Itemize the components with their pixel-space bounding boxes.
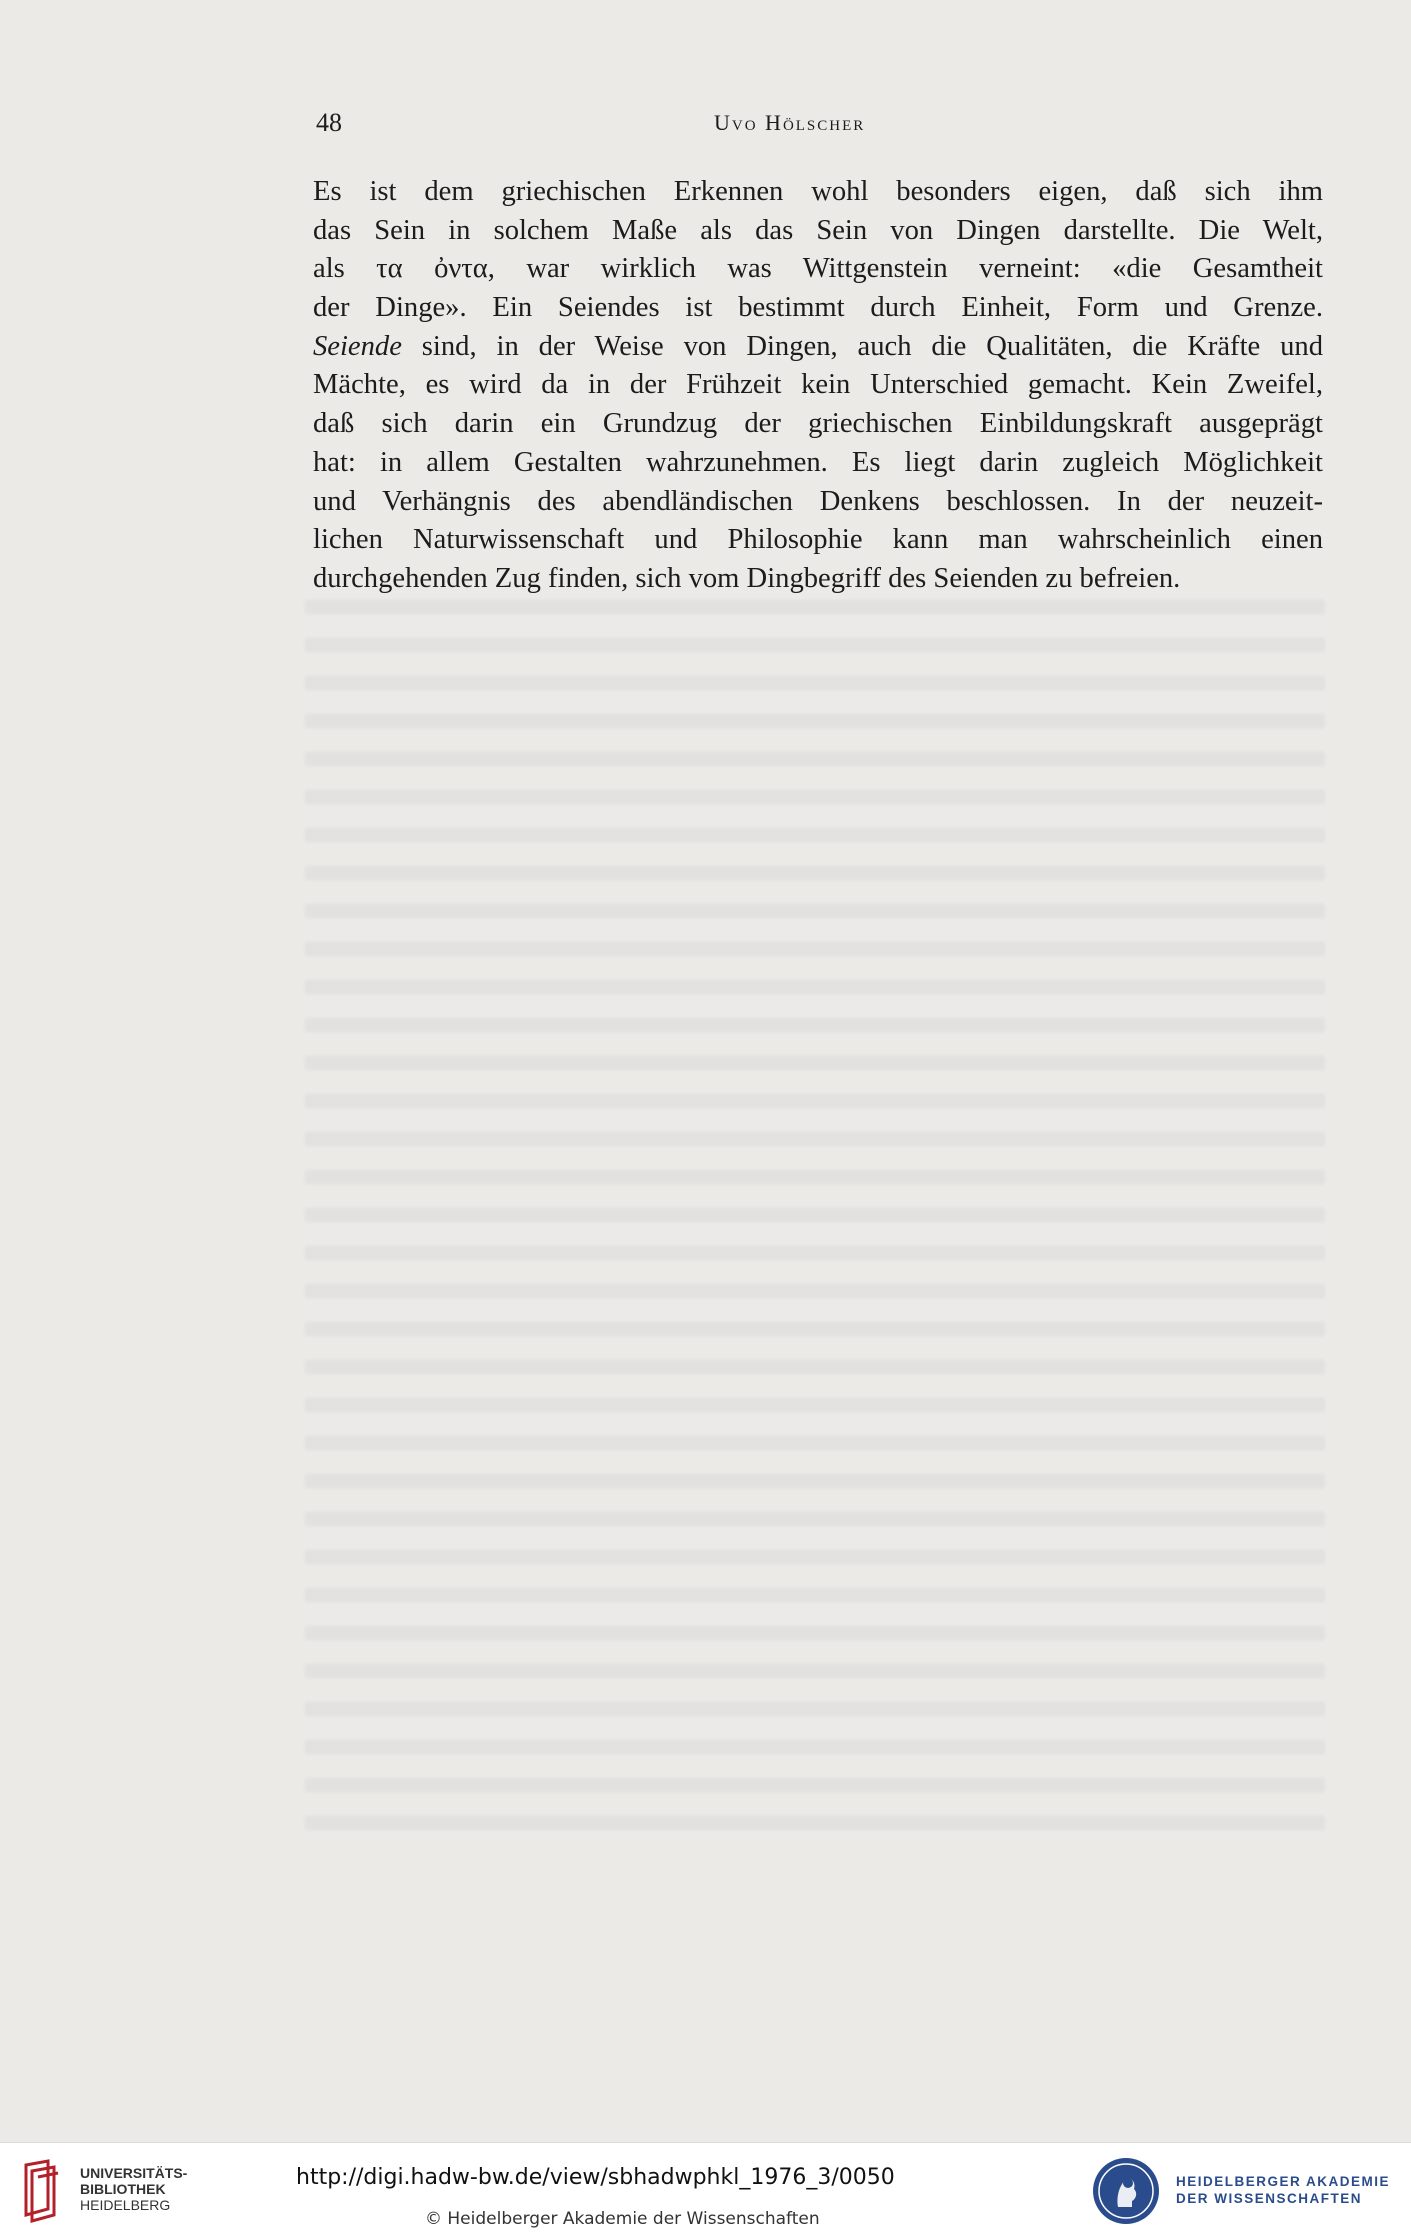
library-name-line: BIBLIOTHEK xyxy=(80,2181,166,2197)
page-header xyxy=(316,108,1326,148)
text-line: daß sich darin ein Grundzug der griechischen Einbildungskraft ausgeprägt xyxy=(313,408,1323,440)
text-line: lichen Naturwissenschaft und Philosophie kann man wahrscheinlich einen xyxy=(313,524,1323,556)
page-number: 48 xyxy=(316,108,342,137)
copyright-notice: © Heidelberger Akademie der Wissenschaften xyxy=(425,2209,820,2229)
text-line: Es ist dem griechischen Erkennen wohl besonders eigen, daß sich ihm xyxy=(313,176,1323,207)
text-line: Mächte, es wird da in der Frühzeit kein Unterschied gemacht. Kein Zweifel, xyxy=(313,369,1323,401)
permalink-url[interactable]: http://digi.hadw-bw.de/view/sbhadwphkl_1976_3/0050 xyxy=(296,2165,895,2190)
running-head: Uvo Hölscher xyxy=(714,110,866,135)
academy-name-line: HEIDELBERGER AKADEMIE xyxy=(1176,2174,1391,2189)
text-line: der Dinge». Ein Seiendes ist bestimmt durch Einheit, Form und Grenze. xyxy=(313,292,1323,324)
text-line: das Sein in solchem Maße als das Sein von Dingen darstellte. Die Welt, xyxy=(313,214,1323,246)
text-line-italic-start: Seiende sind, in der Weise von Dingen, auch die Qualitäten, die Kräfte und xyxy=(313,330,1323,362)
italic-word: Seiende xyxy=(313,330,402,362)
academy-name-line: DER WISSENSCHAFTEN xyxy=(1176,2191,1363,2206)
library-name-line: HEIDELBERG xyxy=(80,2197,171,2213)
library-name-line: UNIVERSITÄTS- xyxy=(80,2165,188,2181)
bleed-through-text xyxy=(305,600,1325,1850)
library-name[interactable] xyxy=(80,2165,187,2213)
academy-name[interactable] xyxy=(1176,2173,1390,2207)
text-line: hat: in allem Gestalten wahrzunehmen. Es liegt darin zugleich Möglichkeit xyxy=(313,446,1323,478)
ub-heidelberg-logo-icon[interactable] xyxy=(18,2159,64,2223)
text-line: als τα ὀντα, war wirklich was Wittgenstein verneint: «die Gesamtheit xyxy=(313,253,1323,285)
body-paragraph xyxy=(313,173,1323,599)
hadw-seal-icon[interactable] xyxy=(1090,2155,1162,2227)
text-line: durchgehenden Zug finden, sich vom Dingbegriff des Seienden zu befreien. xyxy=(313,562,1181,594)
viewer-footer xyxy=(0,2142,1411,2240)
text-line: und Verhängnis des abendländischen Denkens beschlossen. In der neuzeit- xyxy=(313,485,1323,517)
